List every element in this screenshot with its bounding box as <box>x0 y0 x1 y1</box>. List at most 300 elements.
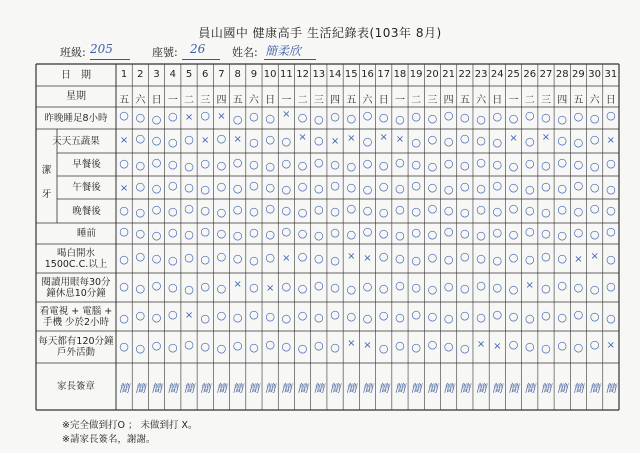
day-number: 29 <box>572 69 585 80</box>
mark-done: ○ <box>443 224 454 238</box>
mark-done: ○ <box>573 280 584 294</box>
mark-done: ○ <box>200 204 211 217</box>
mark-done: ○ <box>524 224 535 238</box>
mark-done: ○ <box>167 205 178 218</box>
teeth-group-label: 潔 牙 <box>41 165 52 200</box>
header-date-label: 日 期 <box>61 70 91 81</box>
mark-done: ○ <box>492 253 503 267</box>
parent-signature: 簡 <box>248 381 260 395</box>
mark-done: ○ <box>395 203 405 216</box>
mark-done: ○ <box>427 250 438 264</box>
mark-done: ○ <box>557 134 567 147</box>
mark-done: ○ <box>314 203 324 216</box>
mark-done: ○ <box>492 136 503 149</box>
weekday: 一 <box>281 95 292 106</box>
mark-done: ○ <box>476 155 486 169</box>
mark-done: ○ <box>541 308 551 322</box>
parent-signature: 簡 <box>491 381 503 395</box>
parent-signature: 簡 <box>134 381 146 395</box>
mark-done: ○ <box>395 251 405 265</box>
mark-done: ○ <box>346 180 357 194</box>
parent-signature: 簡 <box>394 381 406 395</box>
mark-done: ○ <box>151 155 162 169</box>
parent-signature: 簡 <box>572 381 584 395</box>
mark-done: ○ <box>378 111 389 124</box>
mark-done: ○ <box>200 156 211 170</box>
mark-done: ○ <box>573 110 584 123</box>
mark-not-done: × <box>574 253 583 265</box>
parent-signature: 簡 <box>475 381 487 395</box>
mark-done: ○ <box>135 111 146 124</box>
mark-done: ○ <box>184 250 194 264</box>
parent-signature: 簡 <box>443 381 455 395</box>
mark-not-done: × <box>590 250 599 262</box>
mark-done: ○ <box>395 113 405 126</box>
parent-signature: 簡 <box>362 381 373 395</box>
mark-done: ○ <box>541 249 551 263</box>
parent-signature: 簡 <box>264 381 276 395</box>
mark-done: ○ <box>265 180 275 194</box>
mark-done: ○ <box>314 228 324 242</box>
mark-done: ○ <box>232 339 243 352</box>
mark-done: ○ <box>232 113 243 126</box>
mark-done: ○ <box>119 224 129 238</box>
mark-done: ○ <box>557 113 567 126</box>
mark-done: ○ <box>151 251 162 265</box>
mark-done: ○ <box>606 252 616 266</box>
mark-done: ○ <box>232 251 243 265</box>
day-number: 13 <box>312 69 326 80</box>
mark-done: ○ <box>411 136 421 149</box>
parent-signature: 簡 <box>297 381 309 395</box>
mark-done: ○ <box>232 228 243 242</box>
mark-done: ○ <box>378 226 389 240</box>
day-number: 23 <box>474 69 488 80</box>
mark-done: ○ <box>427 112 438 125</box>
mark-done: ○ <box>606 156 616 170</box>
mark-done: ○ <box>557 251 567 265</box>
mark-done: ○ <box>184 133 194 146</box>
mark-done: ○ <box>492 280 503 294</box>
weekday: 日 <box>492 95 503 106</box>
day-number: 24 <box>490 69 504 80</box>
mark-done: ○ <box>151 278 162 292</box>
mark-done: ○ <box>411 280 421 294</box>
mark-done: ○ <box>151 113 162 126</box>
mark-done: ○ <box>411 178 421 192</box>
weekday: 三 <box>427 95 438 106</box>
mark-done: ○ <box>184 180 194 194</box>
mark-done: ○ <box>216 342 227 355</box>
day-number: 14 <box>328 69 342 80</box>
parent-signature: 簡 <box>378 381 390 395</box>
day-number: 30 <box>588 69 602 80</box>
mark-done: ○ <box>492 205 503 218</box>
mark-done: ○ <box>330 110 340 123</box>
mark-done: ○ <box>216 206 227 219</box>
row-label: 喝白開水 1500C.C.以上 <box>44 247 108 270</box>
mark-done: ○ <box>281 340 292 353</box>
mark-done: ○ <box>314 155 324 169</box>
weekday: 二 <box>524 95 535 106</box>
mark-done: ○ <box>297 158 308 172</box>
mark-not-done: × <box>525 279 534 291</box>
mark-not-done: × <box>184 309 194 321</box>
mark-done: ○ <box>362 204 373 217</box>
mark-done: ○ <box>460 281 470 295</box>
mark-done: ○ <box>589 112 600 125</box>
weekday: 五 <box>573 95 584 106</box>
mark-done: ○ <box>362 279 373 293</box>
mark-done: ○ <box>589 180 600 194</box>
mark-done: ○ <box>541 281 551 295</box>
mark-done: ○ <box>606 182 616 196</box>
weekday: 日 <box>605 95 616 106</box>
mark-done: ○ <box>167 253 178 267</box>
mark-done: ○ <box>411 225 421 239</box>
mark-done: ○ <box>249 307 259 321</box>
mark-done: ○ <box>524 156 535 170</box>
form-title: 員山國中 健康高手 生活紀錄表(103年 8月) <box>198 26 442 40</box>
mark-done: ○ <box>265 227 275 241</box>
mark-done: ○ <box>151 134 162 147</box>
mark-done: ○ <box>557 181 567 195</box>
mark-done: ○ <box>395 339 405 352</box>
mark-done: ○ <box>200 311 211 325</box>
row-label: 早餐後 <box>72 159 101 170</box>
mark-done: ○ <box>443 182 454 196</box>
mark-not-done: × <box>347 250 356 262</box>
mark-done: ○ <box>216 132 227 145</box>
weekday: 四 <box>330 95 341 106</box>
mark-done: ○ <box>119 109 129 122</box>
mark-done: ○ <box>460 179 470 193</box>
day-number: 4 <box>169 69 176 80</box>
mark-done: ○ <box>330 225 340 239</box>
mark-not-done: × <box>217 111 226 122</box>
mark-done: ○ <box>281 135 292 148</box>
mark-done: ○ <box>249 110 259 123</box>
parent-signature: 簡 <box>589 381 601 395</box>
mark-not-done: × <box>330 136 340 147</box>
mark-done: ○ <box>119 204 129 217</box>
note-signature: ※請家長簽名，謝謝。 <box>62 434 156 445</box>
row-label: 午餐後 <box>72 182 101 193</box>
mark-done: ○ <box>573 225 584 239</box>
mark-done: ○ <box>460 249 470 263</box>
mark-done: ○ <box>314 278 324 292</box>
mark-done: ○ <box>606 311 616 325</box>
mark-done: ○ <box>346 309 357 323</box>
mark-not-done: × <box>265 282 275 294</box>
day-number: 10 <box>263 69 277 80</box>
mark-done: ○ <box>524 135 535 148</box>
parent-signature: 簡 <box>232 381 244 395</box>
day-number: 2 <box>137 69 144 80</box>
mark-done: ○ <box>460 206 470 219</box>
weekday: 六 <box>589 95 600 106</box>
mark-not-done: × <box>201 135 210 146</box>
mark-done: ○ <box>411 341 421 354</box>
mark-done: ○ <box>200 109 211 122</box>
row-label: 家長簽章 <box>56 381 95 392</box>
weekday: 日 <box>378 95 389 106</box>
mark-done: ○ <box>476 113 486 126</box>
mark-done: ○ <box>184 282 194 296</box>
mark-done: ○ <box>524 182 535 196</box>
parent-signature: 簡 <box>151 381 163 395</box>
parent-signature: 簡 <box>524 381 536 395</box>
mark-done: ○ <box>508 159 519 173</box>
mark-done: ○ <box>232 181 243 195</box>
mark-done: ○ <box>378 342 389 355</box>
mark-done: ○ <box>314 251 324 265</box>
mark-done: ○ <box>330 280 340 294</box>
mark-done: ○ <box>476 251 486 265</box>
mark-done: ○ <box>606 204 616 217</box>
mark-done: ○ <box>151 310 162 324</box>
mark-done: ○ <box>460 226 470 240</box>
weekday: 一 <box>394 95 405 106</box>
weekday: 五 <box>119 95 130 106</box>
mark-done: ○ <box>135 308 146 322</box>
mark-done: ○ <box>378 158 389 172</box>
weekday: 四 <box>557 95 568 106</box>
mark-done: ○ <box>573 157 584 171</box>
mark-done: ○ <box>200 252 211 266</box>
weekday: 二 <box>184 95 195 106</box>
mark-done: ○ <box>541 206 551 219</box>
mark-done: ○ <box>297 179 308 193</box>
weekday: 六 <box>476 95 487 106</box>
parent-signature: 簡 <box>215 381 227 395</box>
parent-signature: 簡 <box>540 381 552 395</box>
mark-done: ○ <box>167 307 178 321</box>
mark-done: ○ <box>281 224 292 238</box>
mark-done: ○ <box>297 342 308 355</box>
mark-done: ○ <box>411 110 421 123</box>
weekday: 一 <box>167 95 178 106</box>
mark-done: ○ <box>330 341 340 354</box>
mark-not-done: × <box>233 134 242 145</box>
mark-done: ○ <box>119 340 129 353</box>
mark-done: ○ <box>541 111 551 124</box>
mark-done: ○ <box>249 225 259 239</box>
mark-not-done: × <box>541 132 551 143</box>
day-number: 1 <box>120 69 128 80</box>
mark-done: ○ <box>346 159 357 173</box>
mark-done: ○ <box>606 224 616 238</box>
mark-not-done: × <box>347 133 356 144</box>
mark-not-done: × <box>233 278 242 290</box>
mark-done: ○ <box>524 204 535 217</box>
mark-done: ○ <box>216 249 227 263</box>
mark-not-done: × <box>395 134 405 145</box>
mark-done: ○ <box>573 178 584 192</box>
mark-done: ○ <box>281 204 292 217</box>
parent-signature: 簡 <box>313 381 325 395</box>
class-label: 班級: <box>60 46 86 59</box>
row-label: 昨晚睡足8小時 <box>44 112 108 124</box>
mark-done: ○ <box>557 310 567 324</box>
day-number: 15 <box>344 69 358 80</box>
mark-done: ○ <box>167 225 178 239</box>
mark-done: ○ <box>443 135 454 148</box>
mark-done: ○ <box>330 157 340 171</box>
mark-not-done: × <box>119 182 129 194</box>
mark-done: ○ <box>167 110 178 123</box>
note-marking: ※完全做到打O ； 未做到打 X。 <box>62 420 198 431</box>
class-value: 205 <box>90 42 113 56</box>
mark-done: ○ <box>573 205 584 218</box>
mark-done: ○ <box>216 158 227 172</box>
mark-done: ○ <box>508 202 519 215</box>
weekday: 三 <box>200 95 211 106</box>
mark-done: ○ <box>378 308 389 322</box>
day-number: 28 <box>555 69 569 80</box>
mark-done: ○ <box>330 205 340 218</box>
mark-done: ○ <box>443 252 454 266</box>
weekday: 日 <box>151 95 162 106</box>
mark-done: ○ <box>378 249 389 263</box>
mark-done: ○ <box>411 157 421 171</box>
mark-done: ○ <box>589 309 600 323</box>
mark-done: ○ <box>151 339 162 352</box>
mark-done: ○ <box>589 202 600 215</box>
day-number: 11 <box>279 69 293 80</box>
mark-done: ○ <box>427 133 438 146</box>
mark-done: ○ <box>184 159 194 173</box>
mark-done: ○ <box>297 226 308 240</box>
mark-done: ○ <box>265 133 275 146</box>
seat-value: 26 <box>190 42 206 56</box>
mark-done: ○ <box>232 203 243 216</box>
mark-done: ○ <box>314 310 324 324</box>
mark-done: ○ <box>265 338 275 351</box>
mark-done: ○ <box>151 203 162 216</box>
mark-done: ○ <box>297 111 308 124</box>
parent-signature: 簡 <box>118 381 130 395</box>
mark-done: ○ <box>135 158 146 172</box>
mark-not-done: × <box>298 132 307 143</box>
mark-done: ○ <box>362 109 373 122</box>
day-number: 21 <box>442 69 455 80</box>
mark-done: ○ <box>411 253 421 267</box>
mark-not-done: × <box>347 338 356 349</box>
day-number: 5 <box>185 69 193 80</box>
name-label: 姓名: <box>232 46 258 59</box>
mark-done: ○ <box>492 225 503 239</box>
weekday: 六 <box>362 95 373 106</box>
mark-not-done: × <box>379 132 388 143</box>
day-number: 27 <box>539 69 553 80</box>
parent-signature: 簡 <box>426 381 438 395</box>
mark-done: ○ <box>395 181 405 195</box>
mark-done: ○ <box>249 157 259 171</box>
mark-done: ○ <box>167 157 178 171</box>
day-number: 19 <box>409 69 423 80</box>
mark-done: ○ <box>200 182 211 196</box>
mark-done: ○ <box>541 158 551 172</box>
mark-done: ○ <box>119 311 129 325</box>
parent-signature: 簡 <box>329 381 341 395</box>
day-number: 31 <box>604 69 618 80</box>
mark-done: ○ <box>541 226 551 240</box>
mark-done: ○ <box>573 341 584 354</box>
mark-done: ○ <box>524 109 535 122</box>
mark-done: ○ <box>606 279 616 293</box>
mark-done: ○ <box>557 228 567 242</box>
mark-done: ○ <box>557 339 567 352</box>
mark-done: ○ <box>476 310 486 324</box>
weekday: 日 <box>265 95 276 106</box>
mark-done: ○ <box>411 307 421 321</box>
mark-done: ○ <box>330 307 340 321</box>
mark-done: ○ <box>135 249 146 263</box>
mark-done: ○ <box>362 224 373 238</box>
mark-done: ○ <box>135 206 146 219</box>
mark-done: ○ <box>314 134 324 147</box>
mark-done: ○ <box>135 226 146 240</box>
mark-done: ○ <box>216 179 227 193</box>
mark-done: ○ <box>589 133 600 146</box>
mark-done: ○ <box>297 249 308 263</box>
mark-done: ○ <box>200 224 211 238</box>
mark-done: ○ <box>443 311 454 325</box>
mark-done: ○ <box>589 282 600 296</box>
mark-not-done: × <box>119 135 129 146</box>
mark-done: ○ <box>249 341 259 354</box>
mark-done: ○ <box>524 311 535 325</box>
mark-done: ○ <box>265 202 275 215</box>
mark-done: ○ <box>508 309 519 323</box>
mark-not-done: × <box>606 340 616 351</box>
mark-not-done: × <box>509 133 518 144</box>
row-label: 看電視 + 電腦 + 手機 少於2小時 <box>39 305 113 328</box>
mark-done: ○ <box>297 281 308 295</box>
mark-done: ○ <box>378 281 389 295</box>
mark-done: ○ <box>427 202 438 215</box>
weekday: 五 <box>346 95 357 106</box>
parent-signature: 簡 <box>410 381 422 395</box>
mark-done: ○ <box>216 281 227 295</box>
day-number: 17 <box>377 69 391 80</box>
mark-done: ○ <box>573 136 584 149</box>
mark-done: ○ <box>395 155 405 169</box>
mark-done: ○ <box>249 178 259 192</box>
seat-label: 座號: <box>152 46 178 59</box>
mark-done: ○ <box>443 204 454 217</box>
mark-done: ○ <box>265 309 275 323</box>
mark-done: ○ <box>167 178 178 192</box>
mark-done: ○ <box>135 179 146 193</box>
mark-done: ○ <box>265 250 275 264</box>
mark-done: ○ <box>557 278 567 292</box>
mark-done: ○ <box>184 338 194 351</box>
parent-signature: 簡 <box>459 381 471 395</box>
mark-done: ○ <box>443 109 454 122</box>
mark-done: ○ <box>395 310 405 324</box>
mark-done: ○ <box>508 282 519 296</box>
mark-done: ○ <box>281 156 292 170</box>
row-label: 晚餐後 <box>72 205 101 217</box>
mark-done: ○ <box>492 110 503 123</box>
mark-done: ○ <box>427 227 438 241</box>
mark-done: ○ <box>232 155 243 169</box>
mark-done: ○ <box>200 340 211 353</box>
mark-done: ○ <box>606 109 616 122</box>
mark-done: ○ <box>443 279 454 293</box>
